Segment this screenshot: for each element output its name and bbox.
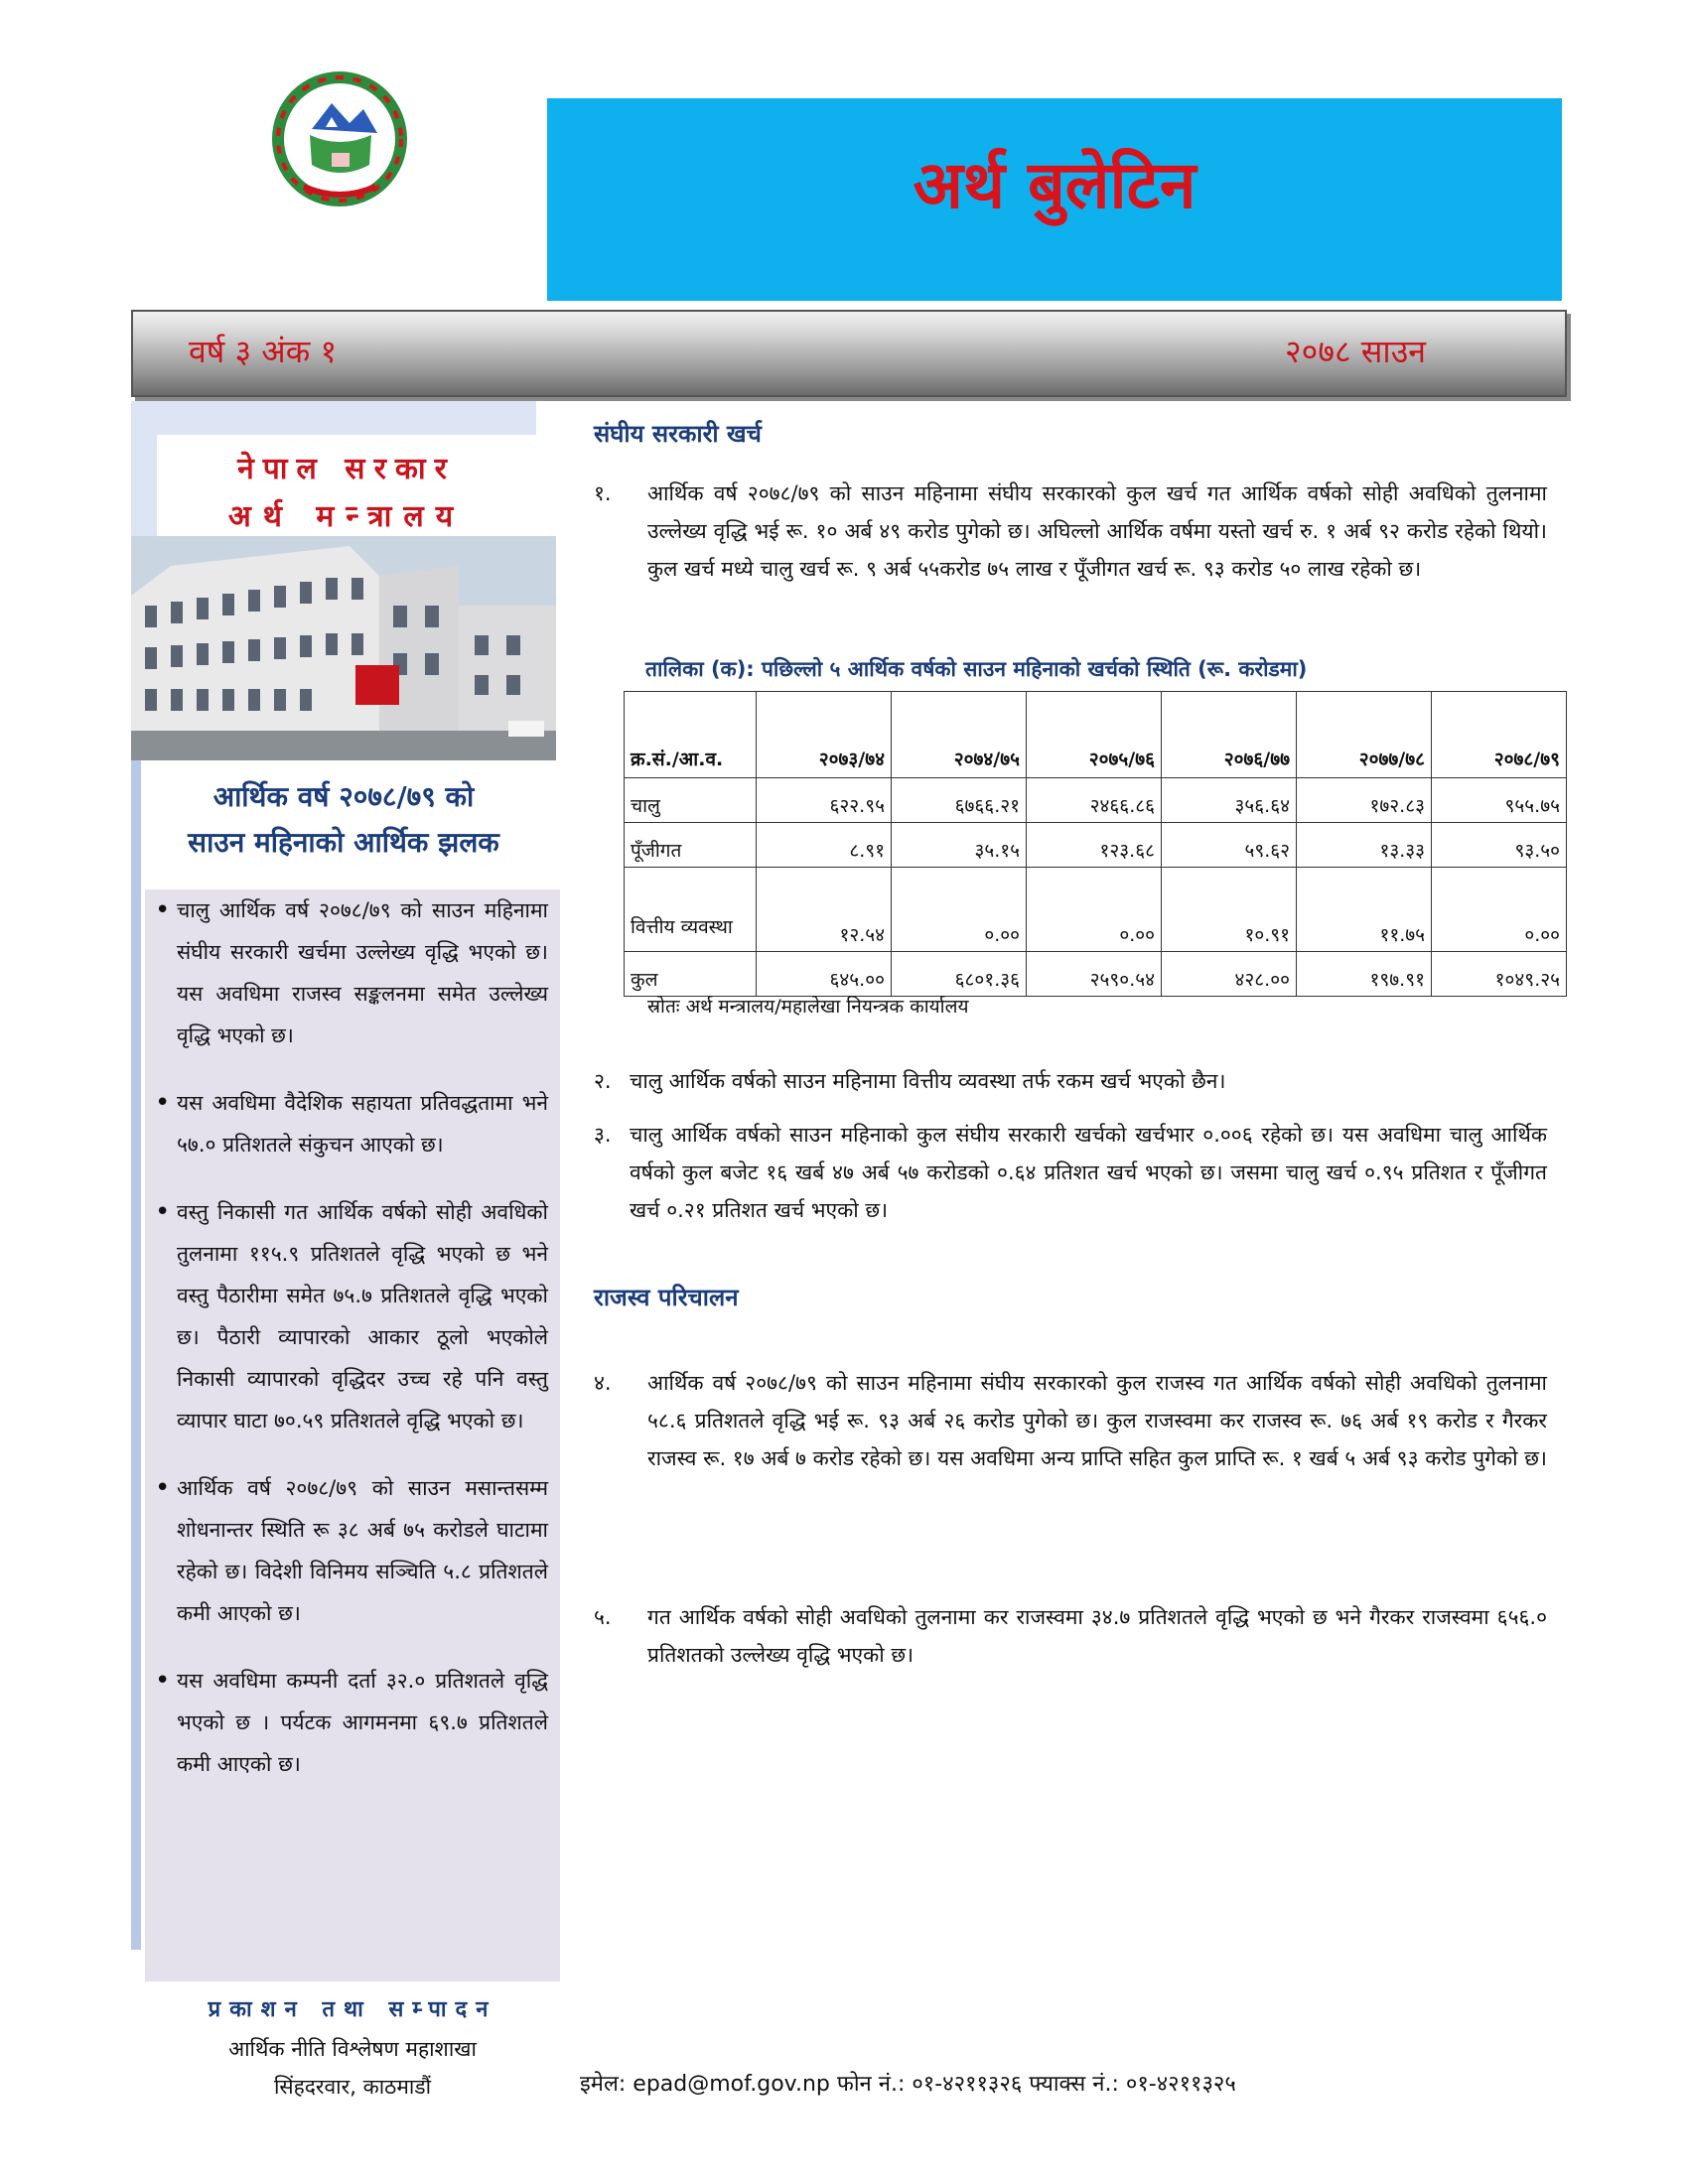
table-cell: वित्तीय व्यवस्था: [625, 868, 757, 952]
table-cell: १०४९.२५: [1432, 952, 1567, 997]
highlight-item: • यस अवधिमा वैदेशिक सहायता प्रतिवद्धतामा भने ५७.० प्रतिशतले संकुचन आएको छ।: [155, 1082, 548, 1165]
table-cell: ५९.६२: [1162, 823, 1297, 868]
table-row: [625, 778, 1567, 823]
highlight-item: • वस्तु निकासी गत आर्थिक वर्षको सोही अवधिको तुलनामा ११५.९ प्रतिशतले वृद्धि भएको छ भने वस्तु पैठारीमा समेत ७५.७ प्रतिशतले वृद्धि भएको छ। पैठारी व्यापारको आकार ठूलो भएकोले निकासी व्यापारको वृद्धिदर उच्च रहे पनि वस्तु व्यापार घाटा ७०.५९ प्रतिशतले वृद्धि भएको छ।: [155, 1191, 548, 1441]
table-cell: ६२२.९५: [757, 778, 892, 823]
paragraph-2: [594, 1062, 1547, 1100]
section-heading-expenditure: संघीय सरकारी खर्च: [594, 420, 762, 448]
paragraph-number: ३.: [594, 1123, 612, 1147]
paragraph-text: चालु आर्थिक वर्षको साउन महिनामा वित्तीय व्यवस्था तर्फ रकम खर्च भएको छैन।: [630, 1069, 1226, 1093]
table-cell: ०.००: [1432, 868, 1567, 952]
paragraph-4: [594, 1364, 1547, 1477]
issue-date: २०७८ साउन: [1285, 333, 1426, 370]
highlights-panel: [145, 889, 560, 1981]
paragraph-3: [594, 1116, 1547, 1229]
table-cell: ८.९१: [757, 823, 892, 868]
table-header-cell: २०७८/७९: [1432, 692, 1567, 778]
publisher-address: सिंहदरवार, काठमाडौं: [273, 2075, 432, 2099]
table-row: [625, 868, 1567, 952]
table-source: स्रोतः अर्थ मन्त्रालय/महालेखा नियन्त्रक कार्यालय: [647, 996, 969, 1018]
glance-title-line-1: आर्थिक वर्ष २०७८/७९ को: [212, 780, 475, 813]
table-cell: १३.३३: [1297, 823, 1432, 868]
table-cell: १२३.६८: [1027, 823, 1162, 868]
section-heading-revenue: राजस्व परिचालन: [594, 1284, 739, 1311]
highlight-item: • चालु आर्थिक वर्ष २०७८/७९ को साउन महिनामा संघीय सरकारी खर्चमा उल्लेख्य वृद्धि भएको छ। यस अवधिमा राजस्व सङ्कलनमा समेत उल्लेख्य वृद्धि भएको छ।: [155, 889, 548, 1056]
table-caption: तालिका (क): पछिल्लो ५ आर्थिक वर्षको साउन महिनाको खर्चको स्थिति (रू. करोडमा): [645, 657, 1308, 681]
paragraph-number: २.: [594, 1069, 612, 1093]
glance-title-line-2: साउन महिनाको आर्थिक झलक: [188, 826, 499, 859]
table-cell: चालु: [625, 778, 757, 823]
paragraph-text: चालु आर्थिक वर्षको साउन महिनाको कुल संघीय सरकारी खर्चको खर्चभार ०.००६ रहेको छ। यस अवधिमा चालु आर्थिक वर्षको कुल बजेट १६ खर्ब ४७ अर्ब ५७ करोडको ०.६४ प्रतिशत खर्च भएको छ। जसमा चालु खर्च ०.९५ प्रतिशत र पूँजीगत खर्च ०.२१ प्रतिशत खर्च भएको छ।: [630, 1123, 1547, 1222]
table-header-cell: २०७६/७७: [1162, 692, 1297, 778]
table-cell: १७२.८३: [1297, 778, 1432, 823]
table-header-cell: २०७७/७८: [1297, 692, 1432, 778]
table-cell: ३५.१५: [892, 823, 1027, 868]
contact-footer: इमेल: epad@mof.gov.np फोन नं.: ०१-४२११३२६ फ्याक्स नं.: ०१-४२११३२५: [580, 2072, 1236, 2097]
table-header-cell: २०७३/७४: [757, 692, 892, 778]
publisher-division: आर्थिक नीति विश्लेषण महाशाखा: [228, 2037, 477, 2061]
issue-bar: [131, 310, 1567, 397]
table-cell: ४२८.००: [1162, 952, 1297, 997]
table-cell: ६८०१.३६: [892, 952, 1027, 997]
table-cell: ०.००: [1027, 868, 1162, 952]
paragraph-text: आर्थिक वर्ष २०७८/७९ को साउन महिनामा संघीय सरकारको कुल खर्च गत आर्थिक वर्षको सोही अवधिको तुलनामा उल्लेख्य वृद्धि भई रू. १० अर्ब ४९ करोड पुगेको छ। अघिल्लो आर्थिक वर्षमा यस्तो खर्च रु. १ अर्ब ९२ करोड रहेको थियो। कुल खर्च मध्ये चालु खर्च रू. ९ अर्ब ५५करोड ७५ लाख र पूँजीगत खर्च रू. ९३ करोड ५० लाख रहेको छ।: [647, 481, 1547, 581]
ministry-line-1: नेपाल सरकार: [237, 452, 456, 486]
table-cell: ३५६.६४: [1162, 778, 1297, 823]
paragraph-number: ४.: [594, 1371, 612, 1395]
ministry-line-2: अर्थ मन्त्रालय: [227, 499, 466, 534]
paragraph-5: [594, 1598, 1547, 1674]
paragraph-number: १.: [594, 481, 612, 505]
highlights-list: [155, 889, 548, 1811]
table-cell: कुल: [625, 952, 757, 997]
table-cell: १०.९१: [1162, 868, 1297, 952]
highlight-item: • आर्थिक वर्ष २०७८/७९ को साउन मसान्तसम्म शोधनान्तर स्थिति रू ३८ अर्ब ७५ करोडले घाटामा रहेको छ। विदेशी विनिमय सञ्चिति ५.८ प्रतिशतले कमी आएको छ।: [155, 1467, 548, 1634]
table-row: [625, 952, 1567, 997]
bulletin-title: अर्थ बुलेटिन: [913, 146, 1196, 223]
table-cell: ११.७५: [1297, 868, 1432, 952]
ministry-building-image: [131, 536, 556, 760]
table-cell: २४६६.८६: [1027, 778, 1162, 823]
bulletin-title-banner: [547, 98, 1562, 301]
table-cell: १९७.९१: [1297, 952, 1432, 997]
table-cell: ९५५.७५: [1432, 778, 1567, 823]
issue-number: वर्ष ३ अंक १: [189, 333, 338, 370]
ministry-name-box: [157, 435, 536, 546]
table-cell: २५९०.५४: [1027, 952, 1162, 997]
table-cell: ०.००: [892, 868, 1027, 952]
paragraph-number: ५.: [594, 1605, 612, 1629]
table-header-row: [625, 692, 1567, 778]
highlight-item: • यस अवधिमा कम्पनी दर्ता ३२.० प्रतिशतले वृद्धि भएको छ । पर्यटक आगमनमा ६९.७ प्रतिशतले कमी आएको छ।: [155, 1660, 548, 1785]
expenditure-table: [624, 691, 1567, 997]
paragraph-text: गत आर्थिक वर्षको सोही अवधिको तुलनामा कर राजस्वमा ३४.७ प्रतिशतले वृद्धि भएको छ भने गैरकर राजस्वमा ६५६.० प्रतिशतको उल्लेख्य वृद्धि भएको छ।: [647, 1605, 1547, 1667]
table-row: [625, 823, 1567, 868]
paragraph-text: आर्थिक वर्ष २०७८/७९ को साउन महिनामा संघीय सरकारको कुल राजस्व गत आर्थिक वर्षको सोही अवधिको तुलनामा ५८.६ प्रतिशतले वृद्धि भई रू. ९३ अर्ब २६ करोड पुगेको छ। कुल राजस्वमा कर राजस्व रू. ७६ अर्ब १९ करोड र गैरकर राजस्व रू. १७ अर्ब ७ करोड रहेको छ। यस अवधिमा अन्य प्राप्ति सहित कुल प्राप्ति रू. १ खर्ब ५ अर्ब ९३ करोड पुगेको छ।: [647, 1371, 1547, 1470]
table-cell: ९३.५०: [1432, 823, 1567, 868]
table-cell: पूँजीगत: [625, 823, 757, 868]
publisher-heading: प्रकाशन तथा सम्पादन: [208, 1997, 497, 2022]
table-cell: ६७६६.२१: [892, 778, 1027, 823]
paragraph-1: [594, 475, 1547, 588]
table-header-cell: २०७५/७६: [1027, 692, 1162, 778]
table-cell: १२.५४: [757, 868, 892, 952]
nepal-emblem-icon: [260, 69, 419, 208]
table-header-cell: २०७४/७५: [892, 692, 1027, 778]
table-header-cell: क्र.सं./आ.व.: [625, 692, 757, 778]
monthly-glance-heading: [131, 774, 556, 866]
table-cell: ६४५.००: [757, 952, 892, 997]
